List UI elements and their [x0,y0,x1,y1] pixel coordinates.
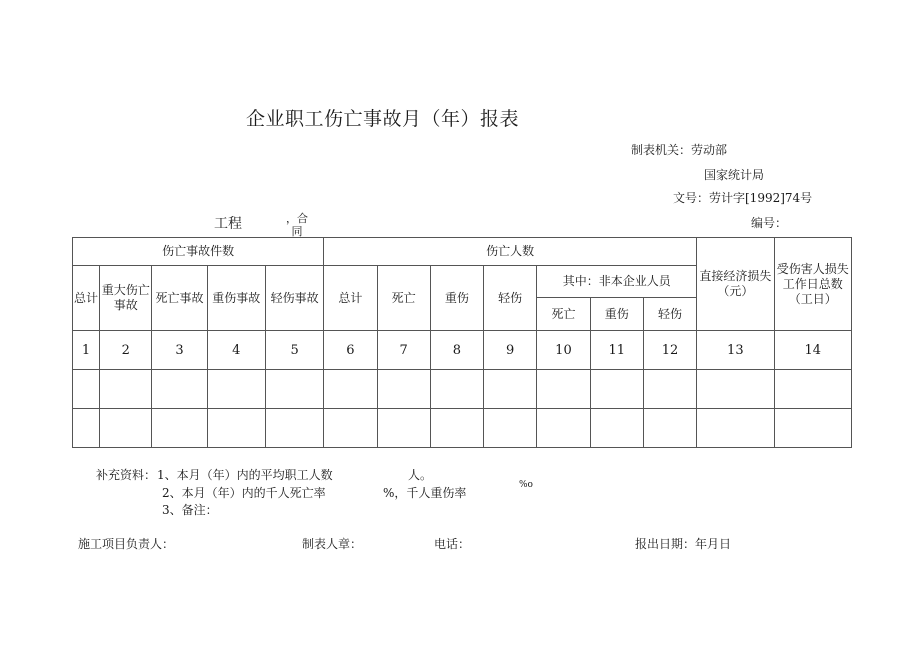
table-cell[interactable] [537,409,590,448]
serial-number-label: 编号： [751,216,788,230]
column-number: 14 [774,331,851,370]
document-number: 文号：劳计字[1992]74号 [673,191,813,205]
header-fatal-accidents: 死亡事故 [152,266,207,331]
project-label: 工程 [214,216,242,232]
column-number: 3 [152,331,207,370]
header-minor-injury-accidents: 轻伤事故 [265,266,323,331]
column-number: 9 [484,331,537,370]
header-minor-injuries: 轻伤 [484,266,537,331]
table-cell[interactable] [697,370,774,409]
column-number: 7 [377,331,430,370]
column-number: 2 [100,331,152,370]
header-total-accidents: 总计 [73,266,100,331]
table-cell[interactable] [265,370,323,409]
supplement-label: 补充资料： [96,468,157,482]
header-accident-count: 伤亡事故件数 [73,238,324,266]
header-total-casualties: 总计 [324,266,377,331]
table-cell[interactable] [100,409,152,448]
form-title: 企业职工伤亡事故月（年）报表 [246,108,520,130]
table-cell[interactable] [774,370,851,409]
column-number: 10 [537,331,590,370]
supplement-rate-unit: %o [519,480,533,490]
header-deaths: 死亡 [377,266,430,331]
header-lost-workdays: 受伤害人损失工作日总数（工日） [774,238,851,331]
table-cell[interactable] [774,409,851,448]
contract-label: ，合同 [286,212,308,238]
column-number: 11 [590,331,643,370]
column-number: 6 [324,331,377,370]
column-number: 13 [697,331,774,370]
table-cell[interactable] [430,370,483,409]
column-number: 8 [430,331,483,370]
table-cell[interactable] [484,370,537,409]
project-lead-signature: 施工项目负责人： [78,537,175,551]
table-cell[interactable] [643,409,696,448]
supplement-serious-injury-rate: %，千人重伤率 [383,486,467,500]
column-number-row [73,331,852,370]
header-serious-injuries: 重伤 [430,266,483,331]
column-number: 4 [207,331,265,370]
header-non-staff: 其中：非本企业人员 [537,266,697,298]
table-cell[interactable] [590,370,643,409]
table-header-row [73,238,852,266]
table-cell[interactable] [377,409,430,448]
table-cell[interactable] [643,370,696,409]
header-serious-injury-accidents: 重伤事故 [207,266,265,331]
table-cell[interactable] [484,409,537,448]
table-cell[interactable] [265,409,323,448]
issuer-label: 制表机关： [631,143,692,157]
table-cell[interactable] [152,409,207,448]
table-cell[interactable] [324,370,377,409]
header-non-staff-serious: 重伤 [590,298,643,331]
supplement-average-staff: 1、本月（年）内的平均职工人数 [157,468,333,482]
report-date: 报出日期：年月日 [635,537,732,551]
table-cell[interactable] [100,370,152,409]
header-non-staff-deaths: 死亡 [537,298,590,331]
table-row [73,370,852,409]
table-cell[interactable] [430,409,483,448]
column-number: 1 [73,331,100,370]
header-non-staff-minor: 轻伤 [643,298,696,331]
preparer-seal: 制表人章： [302,537,363,551]
table-cell[interactable] [697,409,774,448]
column-number: 12 [643,331,696,370]
issuer-bureau: 国家统计局 [704,168,765,182]
report-table [72,237,852,448]
table-cell[interactable] [590,409,643,448]
supplement-average-staff-unit: 人。 [408,468,433,482]
table-cell[interactable] [324,409,377,448]
header-economic-loss: 直接经济损失（元） [697,238,774,331]
table-cell[interactable] [73,409,100,448]
table-row [73,409,852,448]
phone-field: 电话： [434,537,471,551]
table-cell[interactable] [377,370,430,409]
supplement-death-rate: 2、本月（年）内的千人死亡率 [162,486,326,500]
issuer-ministry: 劳动部 [691,143,728,157]
header-casualty-count: 伤亡人数 [324,238,697,266]
table-cell[interactable] [73,370,100,409]
column-number: 5 [265,331,323,370]
table-cell[interactable] [207,370,265,409]
header-major-accidents: 重大伤亡事故 [100,266,152,331]
table-cell[interactable] [537,370,590,409]
table-cell[interactable] [152,370,207,409]
supplement-remarks: 3、备注： [162,503,218,517]
table-cell[interactable] [207,409,265,448]
